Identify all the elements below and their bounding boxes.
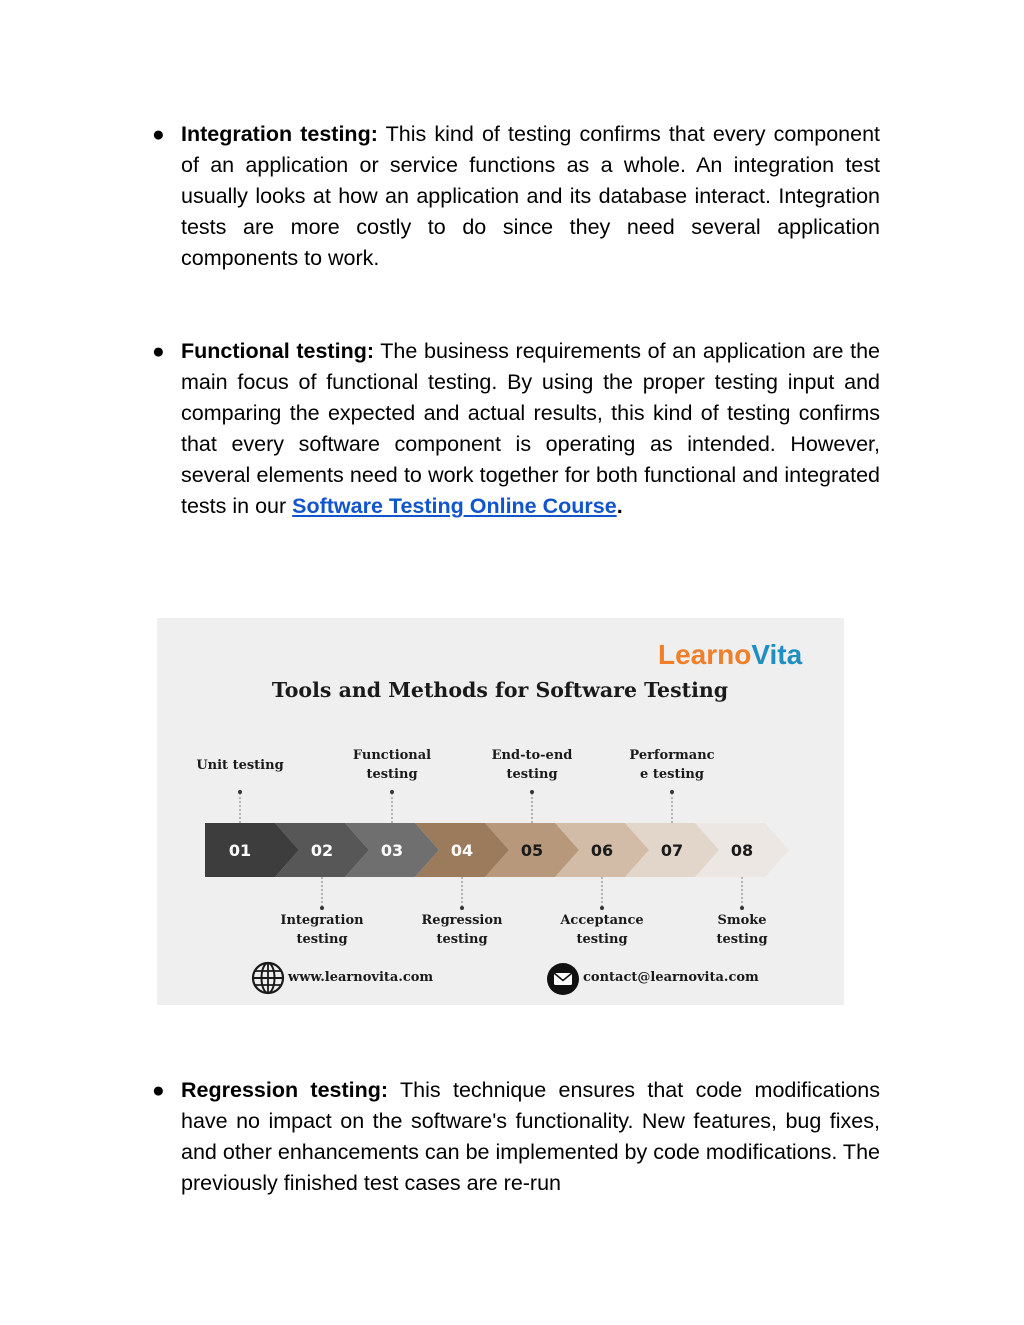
bullet-term: Functional testing:	[181, 339, 374, 363]
step-label-line2-05: testing	[506, 767, 558, 782]
step-connector-dot-06	[600, 906, 604, 910]
logo-part-learno: Learno	[658, 639, 752, 670]
step-label-line2-04: testing	[436, 932, 488, 947]
bullet-paragraph	[181, 1075, 880, 1199]
step-label-line2-03: testing	[366, 767, 418, 782]
bullet-dot: ●	[152, 1079, 165, 1102]
bullet-term: Regression testing:	[181, 1078, 389, 1102]
step-number-04: 04	[450, 841, 474, 860]
step-connector-dot-02	[320, 906, 324, 910]
step-connector-dot-08	[740, 906, 744, 910]
step-connector-dot-05	[530, 790, 534, 794]
bullet-text: The business requirements of an application are the main focus of functional testing. By using the proper testing input and comparing the expected and actual results, this kind of testing confirms that every software component is operating as intended. However, several elements need to work together for both functional and integrated tests in our	[181, 339, 880, 518]
step-label-03: Functional	[352, 748, 432, 763]
step-label-06: Acceptance	[560, 913, 644, 928]
steps-timeline	[196, 748, 789, 947]
bullet-trailing-period: .	[616, 494, 623, 518]
step-connector-dot-07	[670, 790, 674, 794]
envelope-icon	[547, 963, 579, 995]
infographic-title: Tools and Methods for Software Testing	[271, 678, 729, 702]
step-number-05: 05	[520, 841, 544, 860]
bullet-regression-testing	[152, 1075, 880, 1199]
course-link[interactable]: Software Testing Online Course	[292, 494, 617, 518]
step-label-05: End-to-end	[491, 748, 573, 763]
step-label-04: Regression	[421, 913, 503, 928]
step-label-line2-08: testing	[716, 932, 768, 947]
email-text: contact@learnovita.com	[583, 970, 759, 985]
step-label-line2-07: e testing	[640, 767, 704, 782]
bullet-dot: ●	[152, 123, 165, 146]
step-number-07: 07	[660, 841, 684, 860]
step-number-03: 03	[380, 841, 404, 860]
step-number-06: 06	[590, 841, 614, 860]
globe-icon	[253, 963, 283, 993]
step-connector-dot-03	[390, 790, 394, 794]
bullet-functional-testing	[152, 336, 880, 522]
step-number-08: 08	[730, 841, 754, 860]
bullet-text: This technique ensures that code modifications have no impact on the software's functionality. New features, bug fixes, and other enhancements can be implemented by code modifications. The previously finished test cases are re-run	[181, 1078, 881, 1195]
bullet-integration-testing	[152, 119, 880, 274]
step-label-line2-06: testing	[576, 932, 628, 947]
bullet-paragraph	[181, 119, 880, 274]
bullet-dot: ●	[152, 340, 165, 363]
step-connector-dot-01	[238, 790, 242, 794]
brand-logo	[658, 639, 803, 670]
bullet-text: This kind of testing confirms that every component of an application or service functions as a whole. An integration test usually looks at how an application and its database interact. Integration tests are more costly to do since they need several application components to work.	[181, 122, 880, 270]
bullet-paragraph	[181, 336, 880, 522]
step-label-07: Performanc	[629, 748, 715, 763]
infographic-canvas	[157, 618, 844, 1005]
bullet-term: Integration testing:	[181, 122, 378, 146]
step-label-02: Integration	[280, 913, 364, 928]
step-number-01: 01	[228, 841, 252, 860]
step-label-08: Smoke	[717, 913, 767, 928]
step-connector-dot-04	[460, 906, 464, 910]
step-number-02: 02	[310, 841, 334, 860]
website-text: www.learnovita.com	[288, 970, 434, 985]
logo-part-vita: Vita	[751, 639, 803, 670]
step-label-line2-02: testing	[296, 932, 348, 947]
step-label-01: Unit testing	[196, 758, 284, 773]
infographic-software-testing	[157, 618, 844, 1005]
